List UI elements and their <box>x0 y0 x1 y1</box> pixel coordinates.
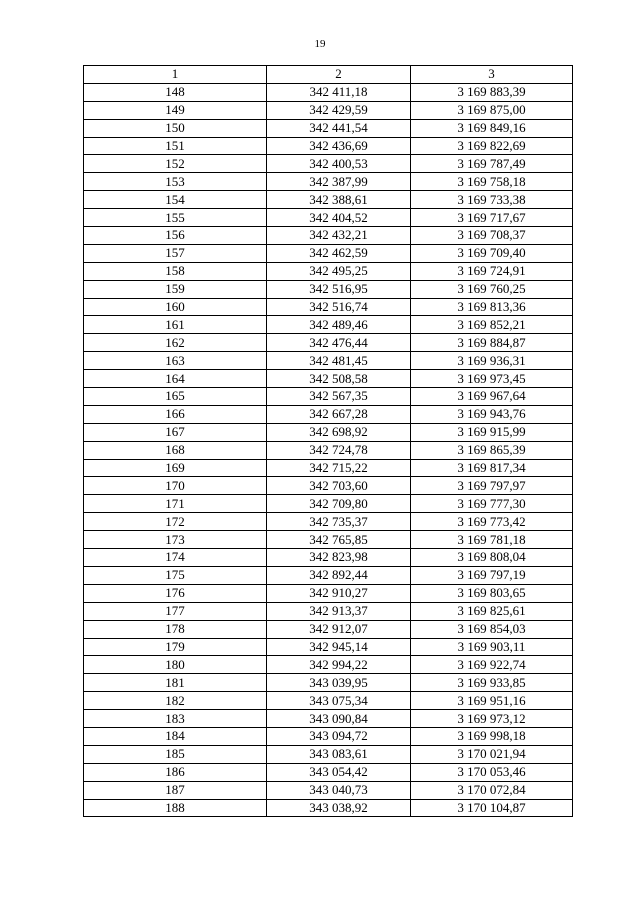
table-row <box>84 656 573 674</box>
cell-x-coordinate: 342 489,46 <box>267 316 411 334</box>
cell-x-coordinate: 343 039,95 <box>267 674 411 692</box>
cell-x-coordinate: 342 724,78 <box>267 441 411 459</box>
table-row <box>84 262 573 280</box>
cell-y-coordinate: 3 169 951,16 <box>411 692 573 710</box>
cell-x-coordinate: 342 892,44 <box>267 566 411 584</box>
cell-x-coordinate: 342 516,95 <box>267 280 411 298</box>
table-row <box>84 155 573 173</box>
cell-x-coordinate: 342 910,27 <box>267 584 411 602</box>
cell-y-coordinate: 3 169 852,21 <box>411 316 573 334</box>
table-row <box>84 244 573 262</box>
table-row <box>84 83 573 101</box>
cell-point-number: 156 <box>84 227 267 245</box>
cell-y-coordinate: 3 169 973,45 <box>411 370 573 388</box>
table-row <box>84 513 573 531</box>
cell-y-coordinate: 3 169 903,11 <box>411 638 573 656</box>
cell-point-number: 166 <box>84 405 267 423</box>
cell-point-number: 180 <box>84 656 267 674</box>
cell-y-coordinate: 3 169 777,30 <box>411 495 573 513</box>
cell-point-number: 182 <box>84 692 267 710</box>
table-row <box>84 209 573 227</box>
cell-point-number: 176 <box>84 584 267 602</box>
cell-x-coordinate: 342 429,59 <box>267 101 411 119</box>
cell-point-number: 163 <box>84 352 267 370</box>
cell-point-number: 149 <box>84 101 267 119</box>
cell-point-number: 155 <box>84 209 267 227</box>
table-row <box>84 298 573 316</box>
cell-y-coordinate: 3 169 787,49 <box>411 155 573 173</box>
cell-y-coordinate: 3 169 883,39 <box>411 83 573 101</box>
cell-y-coordinate: 3 169 936,31 <box>411 352 573 370</box>
table-row <box>84 191 573 209</box>
cell-x-coordinate: 343 038,92 <box>267 799 411 817</box>
cell-x-coordinate: 342 945,14 <box>267 638 411 656</box>
cell-x-coordinate: 342 912,07 <box>267 620 411 638</box>
cell-x-coordinate: 342 432,21 <box>267 227 411 245</box>
cell-x-coordinate: 342 823,98 <box>267 549 411 567</box>
cell-y-coordinate: 3 169 884,87 <box>411 334 573 352</box>
table-row <box>84 584 573 602</box>
table-row <box>84 799 573 817</box>
table-row <box>84 477 573 495</box>
table-row <box>84 119 573 137</box>
table-row <box>84 566 573 584</box>
cell-y-coordinate: 3 169 803,65 <box>411 584 573 602</box>
table-row <box>84 316 573 334</box>
table-row <box>84 423 573 441</box>
table-row <box>84 602 573 620</box>
cell-x-coordinate: 343 094,72 <box>267 727 411 745</box>
cell-point-number: 173 <box>84 531 267 549</box>
cell-y-coordinate: 3 169 758,18 <box>411 173 573 191</box>
cell-point-number: 174 <box>84 549 267 567</box>
cell-x-coordinate: 342 436,69 <box>267 137 411 155</box>
cell-y-coordinate: 3 169 808,04 <box>411 549 573 567</box>
cell-x-coordinate: 342 698,92 <box>267 423 411 441</box>
cell-x-coordinate: 342 709,80 <box>267 495 411 513</box>
cell-y-coordinate: 3 169 773,42 <box>411 513 573 531</box>
cell-y-coordinate: 3 169 781,18 <box>411 531 573 549</box>
cell-point-number: 175 <box>84 566 267 584</box>
cell-x-coordinate: 342 667,28 <box>267 405 411 423</box>
cell-point-number: 165 <box>84 388 267 406</box>
table-header-row <box>84 66 573 84</box>
table-row <box>84 763 573 781</box>
cell-y-coordinate: 3 169 854,03 <box>411 620 573 638</box>
cell-y-coordinate: 3 169 922,74 <box>411 656 573 674</box>
cell-x-coordinate: 342 388,61 <box>267 191 411 209</box>
cell-point-number: 150 <box>84 119 267 137</box>
cell-point-number: 167 <box>84 423 267 441</box>
cell-y-coordinate: 3 169 973,12 <box>411 710 573 728</box>
cell-y-coordinate: 3 169 825,61 <box>411 602 573 620</box>
cell-point-number: 186 <box>84 763 267 781</box>
cell-x-coordinate: 343 083,61 <box>267 745 411 763</box>
table-row <box>84 334 573 352</box>
cell-x-coordinate: 343 054,42 <box>267 763 411 781</box>
table-row <box>84 781 573 799</box>
table-row <box>84 173 573 191</box>
table-row <box>84 227 573 245</box>
cell-x-coordinate: 342 735,37 <box>267 513 411 531</box>
cell-point-number: 168 <box>84 441 267 459</box>
table-row <box>84 280 573 298</box>
table-row <box>84 549 573 567</box>
cell-y-coordinate: 3 170 021,94 <box>411 745 573 763</box>
cell-point-number: 162 <box>84 334 267 352</box>
cell-x-coordinate: 343 090,84 <box>267 710 411 728</box>
cell-point-number: 170 <box>84 477 267 495</box>
cell-point-number: 183 <box>84 710 267 728</box>
cell-x-coordinate: 342 411,18 <box>267 83 411 101</box>
cell-x-coordinate: 343 040,73 <box>267 781 411 799</box>
cell-point-number: 157 <box>84 244 267 262</box>
table-row <box>84 352 573 370</box>
cell-point-number: 152 <box>84 155 267 173</box>
cell-x-coordinate: 342 404,52 <box>267 209 411 227</box>
cell-y-coordinate: 3 169 998,18 <box>411 727 573 745</box>
cell-x-coordinate: 342 476,44 <box>267 334 411 352</box>
cell-x-coordinate: 342 765,85 <box>267 531 411 549</box>
table-row <box>84 531 573 549</box>
table-row <box>84 745 573 763</box>
header-cell-point-number: 1 <box>84 66 267 84</box>
table-row <box>84 405 573 423</box>
cell-x-coordinate: 342 400,53 <box>267 155 411 173</box>
coordinates-table <box>83 65 573 817</box>
cell-y-coordinate: 3 169 724,91 <box>411 262 573 280</box>
table-row <box>84 727 573 745</box>
cell-point-number: 171 <box>84 495 267 513</box>
cell-y-coordinate: 3 169 943,76 <box>411 405 573 423</box>
table-row <box>84 692 573 710</box>
table-row <box>84 459 573 477</box>
cell-x-coordinate: 342 567,35 <box>267 388 411 406</box>
cell-y-coordinate: 3 169 865,39 <box>411 441 573 459</box>
cell-y-coordinate: 3 169 849,16 <box>411 119 573 137</box>
cell-point-number: 164 <box>84 370 267 388</box>
cell-y-coordinate: 3 169 817,34 <box>411 459 573 477</box>
cell-x-coordinate: 342 462,59 <box>267 244 411 262</box>
cell-point-number: 151 <box>84 137 267 155</box>
cell-point-number: 161 <box>84 316 267 334</box>
cell-x-coordinate: 342 481,45 <box>267 352 411 370</box>
cell-point-number: 188 <box>84 799 267 817</box>
cell-x-coordinate: 342 913,37 <box>267 602 411 620</box>
cell-y-coordinate: 3 169 797,97 <box>411 477 573 495</box>
cell-point-number: 184 <box>84 727 267 745</box>
cell-y-coordinate: 3 169 875,00 <box>411 101 573 119</box>
cell-x-coordinate: 342 703,60 <box>267 477 411 495</box>
cell-point-number: 158 <box>84 262 267 280</box>
cell-x-coordinate: 342 994,22 <box>267 656 411 674</box>
cell-y-coordinate: 3 169 733,38 <box>411 191 573 209</box>
cell-y-coordinate: 3 169 760,25 <box>411 280 573 298</box>
cell-y-coordinate: 3 170 072,84 <box>411 781 573 799</box>
cell-point-number: 153 <box>84 173 267 191</box>
cell-y-coordinate: 3 170 053,46 <box>411 763 573 781</box>
cell-x-coordinate: 343 075,34 <box>267 692 411 710</box>
cell-y-coordinate: 3 169 813,36 <box>411 298 573 316</box>
page-number: 19 <box>314 38 326 50</box>
cell-point-number: 148 <box>84 83 267 101</box>
table-row <box>84 370 573 388</box>
cell-x-coordinate: 342 715,22 <box>267 459 411 477</box>
cell-x-coordinate: 342 508,58 <box>267 370 411 388</box>
cell-point-number: 185 <box>84 745 267 763</box>
cell-x-coordinate: 342 387,99 <box>267 173 411 191</box>
table-row <box>84 388 573 406</box>
cell-point-number: 181 <box>84 674 267 692</box>
cell-point-number: 172 <box>84 513 267 531</box>
cell-point-number: 177 <box>84 602 267 620</box>
table-body <box>84 66 573 817</box>
cell-point-number: 178 <box>84 620 267 638</box>
cell-y-coordinate: 3 169 822,69 <box>411 137 573 155</box>
header-cell-x: 2 <box>267 66 411 84</box>
table-row <box>84 137 573 155</box>
cell-y-coordinate: 3 169 708,37 <box>411 227 573 245</box>
table-row <box>84 441 573 459</box>
table-row <box>84 101 573 119</box>
table-row <box>84 638 573 656</box>
header-cell-y: 3 <box>411 66 573 84</box>
cell-y-coordinate: 3 169 709,40 <box>411 244 573 262</box>
cell-y-coordinate: 3 169 933,85 <box>411 674 573 692</box>
cell-x-coordinate: 342 441,54 <box>267 119 411 137</box>
table-row <box>84 710 573 728</box>
cell-point-number: 169 <box>84 459 267 477</box>
cell-point-number: 160 <box>84 298 267 316</box>
cell-point-number: 179 <box>84 638 267 656</box>
cell-y-coordinate: 3 169 797,19 <box>411 566 573 584</box>
cell-point-number: 159 <box>84 280 267 298</box>
table-row <box>84 620 573 638</box>
cell-y-coordinate: 3 169 717,67 <box>411 209 573 227</box>
table-row <box>84 495 573 513</box>
cell-x-coordinate: 342 495,25 <box>267 262 411 280</box>
cell-y-coordinate: 3 170 104,87 <box>411 799 573 817</box>
cell-point-number: 154 <box>84 191 267 209</box>
table-row <box>84 674 573 692</box>
cell-point-number: 187 <box>84 781 267 799</box>
cell-y-coordinate: 3 169 967,64 <box>411 388 573 406</box>
cell-x-coordinate: 342 516,74 <box>267 298 411 316</box>
cell-y-coordinate: 3 169 915,99 <box>411 423 573 441</box>
